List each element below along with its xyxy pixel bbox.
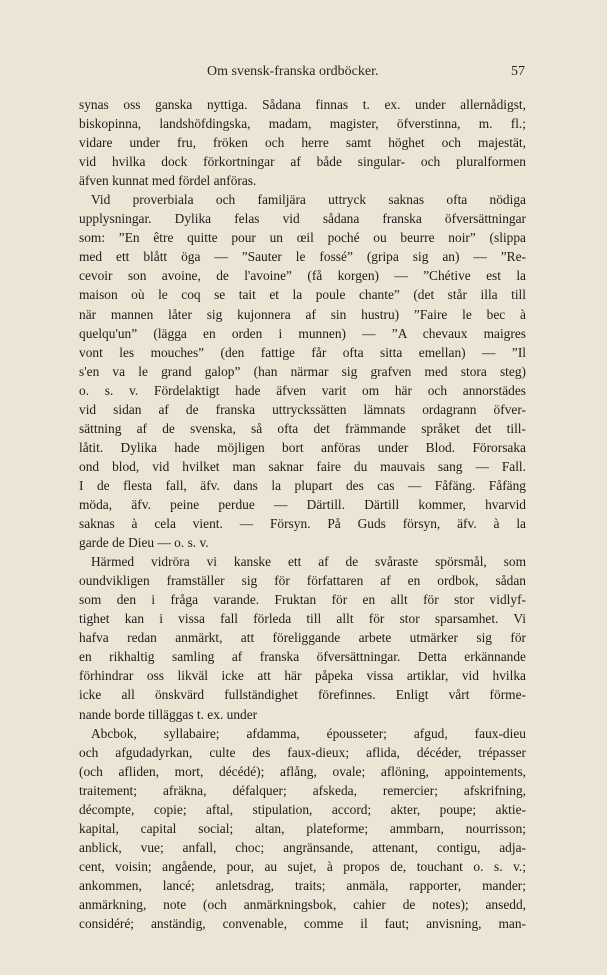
- text-line: (och afliden, mort, décédé); aflång, ovale; aflöning, appointements,: [79, 763, 526, 779]
- text-line: cevoir son avoine, de l'avoine” (få korgen) — ”Chétive est la: [79, 268, 526, 284]
- text-line: anmärkning, note (och anmärkningsbok, cahier de notes); ansedd,: [79, 896, 526, 912]
- text-line: icke all önskvärd fullständighet förefinnes. Enligt vårt förme-: [79, 687, 526, 703]
- text-line: kapital, capital social; altan, plateforme; ammbarn, nourrisson;: [79, 820, 526, 836]
- text-line: vid hvilka dock förkortningar af både singular- och pluralformen: [79, 154, 526, 170]
- paragraph: [79, 95, 526, 190]
- text-line: synas oss ganska nyttiga. Sådana finnas t. ex. under allernådigst,: [79, 97, 526, 112]
- running-header: [95, 64, 525, 84]
- text-line: s'en va le grand galop” (han närmar sig grafven med stora steg): [79, 363, 526, 379]
- text-line: traitement; afräkna, défalquer; afskeda, remercier; afskrifning,: [79, 782, 526, 798]
- text-line: hafva redan anmärkt, att föreliggande arbete utmärker sig för: [79, 630, 526, 646]
- text-line: anblick, vue; anfall, choc; angränsande, attenant, contigu, adja-: [79, 839, 526, 855]
- text-line: Abcbok, syllabaire; afdamma, épousseter; afgud, faux-dieu: [91, 725, 526, 741]
- text-line: som: ”En être quitte pour un œil poché ou beurre noir” (slippa: [79, 230, 526, 246]
- paragraph: [79, 190, 526, 552]
- text-line: saknas à cela vient. — Försyn. På Guds försyn, äfv. à la: [79, 516, 526, 532]
- text-line: vont les mouches” (den fattige får ofta sitta emellan) — ”Il: [79, 344, 526, 360]
- text-line: förhindrar oss likväl icke att här påpeka vissa artiklar, vid hvilka: [79, 668, 526, 684]
- text-line: ond blod, vid hvilket man saknar faire du mauvais sang — Fall.: [79, 458, 526, 474]
- text-line: vid sidan af de franska uttryckssätten lämnats ordagrann öfver-: [79, 401, 526, 417]
- text-line: när mannen låter sig kujonnera af sin hustru) ”Faire le bec à: [79, 306, 526, 322]
- text-line: äfven kunnat med fördel anföras.: [79, 173, 257, 189]
- text-line: sättning af de svenska, så ofta det främmande språket det till-: [79, 420, 526, 436]
- text-line: med ett blått öga — ”Sauter le fossé” (gripa sig an) — ”Re-: [79, 249, 526, 265]
- running-title: Om svensk-franska ordböcker.: [207, 64, 379, 79]
- text-line: Vid proverbiala och familjära uttryck saknas ofta nödiga: [91, 192, 526, 208]
- text-line: décompte, copie; aftal, stipulation, accord; akter, poupe; aktie-: [79, 801, 526, 817]
- text-line: oundvikligen framställer sig för författaren af en ordbok, sådan: [79, 573, 526, 589]
- paragraph: [79, 552, 526, 723]
- text-line: en rikhaltig samling af franska öfversättningar. Detta erkännande: [79, 649, 526, 665]
- text-line: o. s. v. Fördelaktigt hade äfven varit om här och annorstädes: [79, 382, 526, 398]
- text-line: biskopinna, landshöfdingska, madam, magister, öfverstinna, m. fl.;: [79, 116, 526, 132]
- text-line: ankommen, lancé; anletsdrag, traits; anmäla, rapporter, mander;: [79, 877, 526, 893]
- text-line: considéré; anständig, convenable, comme il faut; anvisning, man-: [79, 916, 526, 932]
- text-line: och afgudadyrkan, culte des faux-dieux; aflida, décéder, trépasser: [79, 744, 526, 760]
- text-line: som den i fråga varande. Fruktan för en allt för stor vidlyf-: [79, 592, 526, 608]
- text-line: quelqu'un” (lägga en orden i munnen) — ”A chevaux maigres: [79, 325, 526, 341]
- text-line: Härmed vidröra vi kanske ett af de svåraste spörsmål, som: [91, 554, 526, 570]
- text-line: maison où le coq se tait et la poule chante” (det står illa till: [79, 287, 526, 303]
- text-line: garde de Dieu — o. s. v.: [79, 535, 209, 551]
- text-line: nande borde tilläggas t. ex. under: [79, 706, 258, 722]
- text-line: tighet kan i vissa fall förleda till allt för stor sparsamhet. Vi: [79, 611, 526, 627]
- text-line: I de flesta fall, äfv. dans la plupart des cas — Fåfäng. Fåfäng: [79, 477, 526, 493]
- page-body: [79, 95, 526, 933]
- text-line: vidare under fru, fröken och herre samt höghet och majestät,: [79, 135, 526, 151]
- paragraph: [79, 724, 526, 934]
- text-line: upplysningar. Dylika felas vid sådana franska öfversättningar: [79, 211, 526, 227]
- text-line: möda, äfv. peine perdue — Därtill. Därtill kommer, hvarvid: [79, 496, 526, 512]
- text-line: cent, voisin; angående, pour, au sujet, à propos de, touchant o. s. v.;: [79, 858, 526, 874]
- page-number: 57: [511, 64, 525, 79]
- text-line: låtit. Dylika hade möjligen bort anföras under Blod. Förorsaka: [79, 439, 526, 455]
